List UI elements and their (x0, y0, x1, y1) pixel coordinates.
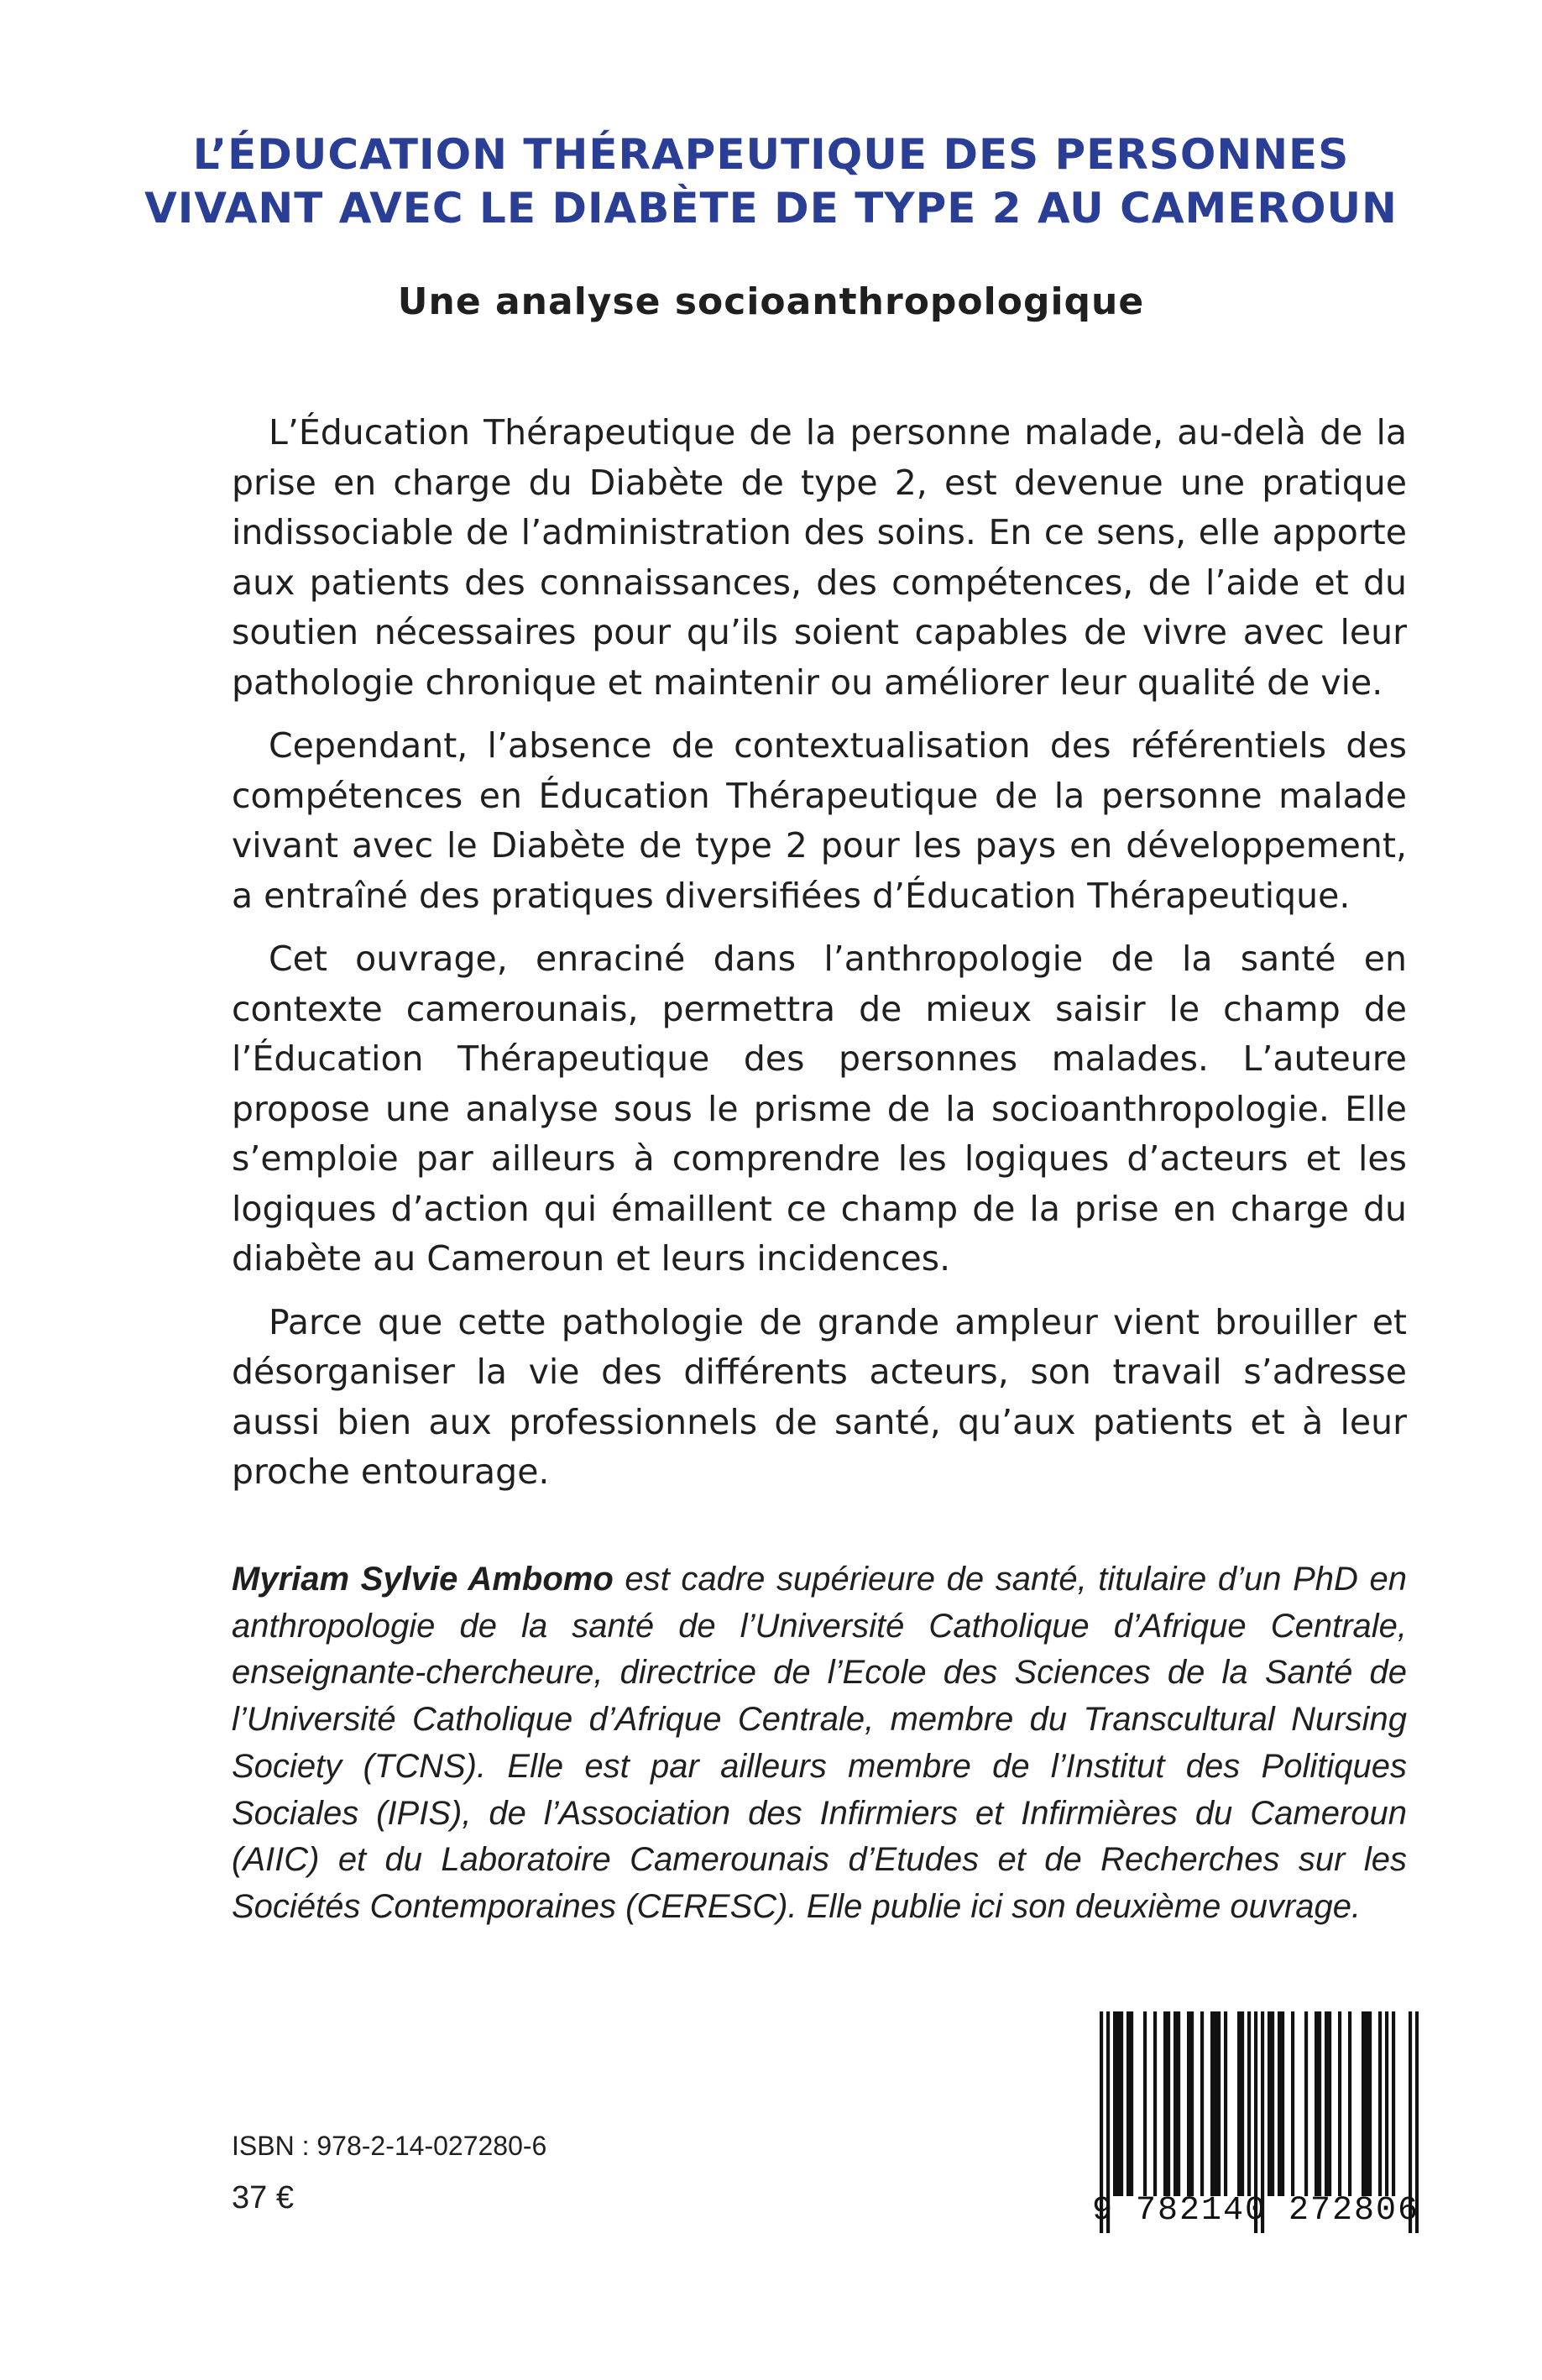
barcode-bar (1348, 2011, 1351, 2196)
barcode-bar (1153, 2011, 1157, 2196)
barcode-bar (1365, 2011, 1368, 2196)
isbn: ISBN : 978-2-14-027280-6 (232, 2131, 547, 2161)
book-title-line-1: L’ÉDUCATION THÉRAPEUTIQUE DES PERSONNES (192, 130, 1350, 179)
blurb-paragraph: Parce que cette pathologie de grande ampleur vient brouiller et désorganiser la vie des différents acteurs, son travail s’adresse aussi bien aux professionnels de santé, qu’aux patients et à leur proche entourage. (232, 1301, 1407, 1492)
barcode-bar (1224, 2011, 1227, 2196)
barcode-bar (1163, 2011, 1167, 2196)
barcode-bar (1177, 2011, 1180, 2196)
barcode-bar (1187, 2011, 1190, 2196)
author-name: Myriam Sylvie Ambomo (232, 1561, 614, 1598)
book-title-line-2: VIVANT AVEC LE DIABÈTE DE TYPE 2 AU CAMEROUN (144, 184, 1398, 233)
barcode-bar (1315, 2011, 1318, 2196)
barcode-bar (1368, 2011, 1372, 2196)
barcode-bar (1126, 2011, 1130, 2196)
barcode-bar (1173, 2011, 1177, 2196)
barcode-bar (1237, 2011, 1241, 2196)
barcode-bar (1143, 2011, 1147, 2196)
author-bio (232, 1556, 1407, 1931)
barcode-bar (1362, 2011, 1365, 2196)
barcode-bar (1281, 2011, 1284, 2196)
barcode-bar (1190, 2011, 1194, 2196)
barcode-bar (1217, 2011, 1221, 2196)
barcode-bar (1200, 2011, 1204, 2196)
barcode-bar (1325, 2011, 1328, 2196)
author-bio-text: est cadre supérieure de santé, titulaire d’un PhD en anthropologie de la santé de l’Université Catholique d’Afrique Centrale, enseignante-chercheure, directrice de l’Ecole des Sciences de la Santé de l’Université Catholique d’Afrique Centrale, membre du Transcultural Nursing Society (TCNS). Elle est par ailleurs membre de l’Institut des Politiques Sociales (IPIS), de l’Association des Infirmiers et Infirmières du Cameroun (AIIC) et du Laboratoire Camerounais d’Etudes et de Recherches sur les Sociétés Contemporaines (CERESC). Elle publie ici son deuxième ouvrage. (232, 1561, 1408, 1925)
barcode-bar (1318, 2011, 1321, 2196)
barcode-bar (1385, 2011, 1388, 2196)
barcode-bar (1328, 2011, 1331, 2196)
barcode-bar (1214, 2011, 1217, 2196)
barcode-bar (1167, 2011, 1170, 2196)
barcode-bar (1304, 2011, 1308, 2196)
barcode-bar (1392, 2011, 1395, 2196)
barcode-bar (1278, 2011, 1281, 2196)
book-subtitle: Une analyse socioanthropologique (397, 280, 1145, 323)
barcode-bar (1120, 2011, 1123, 2196)
barcode-bar (1247, 2011, 1251, 2196)
blurb-paragraph: Cependant, l’absence de contextualisation des référentiels des compétences en Éducation Thérapeutique de la personne malade vivant avec le Diabète de type 2 pour les pays en développement, a entraîné des pratiques diversifiées d’Éducation Thérapeutique. (232, 725, 1407, 916)
barcode-bar (1338, 2011, 1341, 2196)
barcode-bar (1268, 2011, 1271, 2196)
barcode-bar (1113, 2011, 1116, 2196)
barcode-bar (1210, 2011, 1214, 2196)
blurb-paragraph: Cet ouvrage, enraciné dans l’anthropologie de la santé en contexte camerounais, permettra de mieux saisir le champ de l’Éducation Thérapeutique des personnes malades. L’auteure propose une analyse sous le prisme de la socioanthropologie. Elle s’emploie par ailleurs à comprendre les logiques d’acteurs et les logiques d’action qui émaillent ce champ de la prise en charge du diabète au Cameroun et leurs incidences. (232, 939, 1407, 1279)
barcode-bar (1271, 2011, 1274, 2196)
book-title (101, 128, 1441, 235)
blurb (232, 408, 1407, 1511)
barcode-bar (1291, 2011, 1294, 2196)
barcode-digits: 9 782140 272806 (1091, 2192, 1420, 2230)
barcode-bar (1378, 2011, 1382, 2196)
barcode-bar (1116, 2011, 1120, 2196)
blurb-paragraph: L’Éducation Thérapeutique de la personne malade, au-delà de la prise en charge du Diabète de type 2, est devenue une pratique indissociable de l’administration des soins. En ce sens, elle apporte aux patients des connaissances, des compétences, de l’aide et du soutien nécessaires pour qu’ils soient capables de vivre avec leur pathologie chronique et maintenir ou améliorer leur qualité de vie. (232, 412, 1407, 703)
barcode-bar (1130, 2011, 1133, 2196)
barcode-bar (1241, 2011, 1244, 2196)
price: 37 € (232, 2180, 294, 2215)
